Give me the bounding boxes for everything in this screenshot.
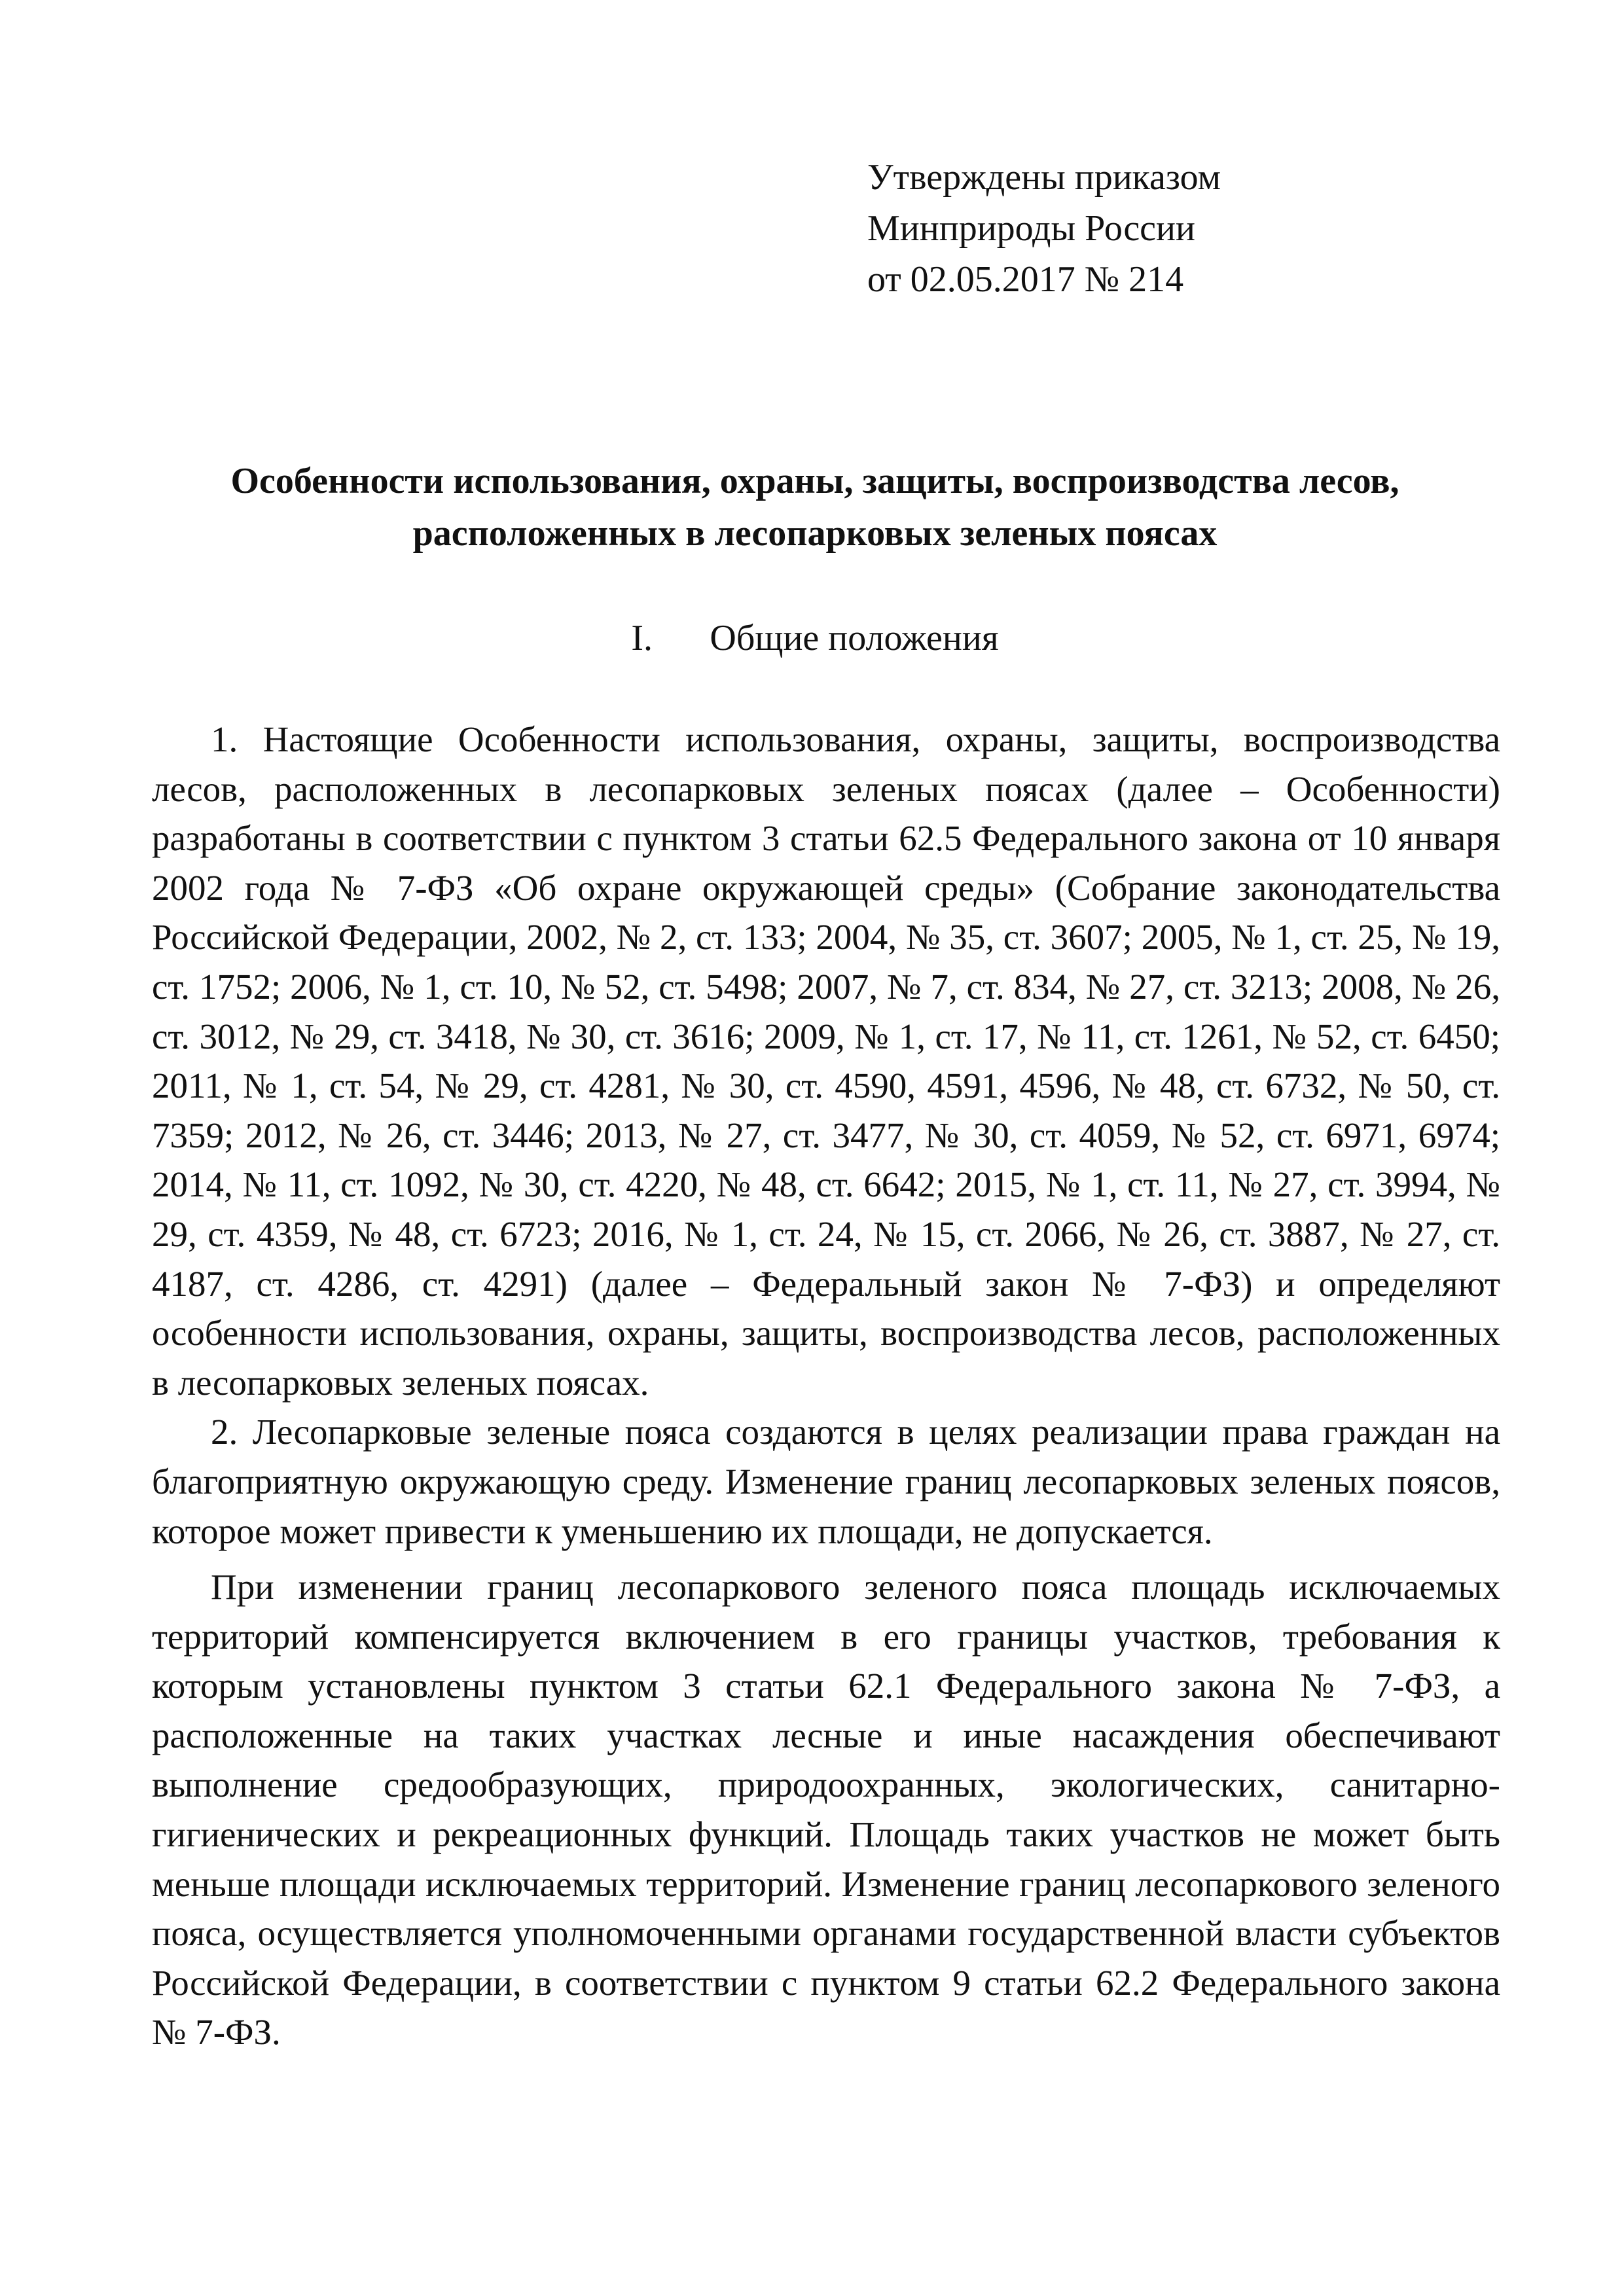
section-number: I. — [631, 618, 653, 658]
approval-line-1: Утверждены приказом — [867, 157, 1221, 198]
section-heading — [151, 612, 1479, 664]
approval-stamp — [867, 152, 1456, 305]
approval-line-2: Минприроды России — [867, 208, 1195, 249]
document-title — [151, 455, 1479, 560]
title-line-2: расположенных в лесопарковых зеленых поясах — [412, 513, 1218, 554]
paragraph-3: При изменении границ лесопаркового зеленого пояса площадь исключаемых территорий компенсируется включением в его границы участков, требования к которым установлены пунктом 3 статьи 62.1 Федерального закона № 7-ФЗ, а расположенные на таких участках лесные и иные насаждения обеспечивают выполнение средообразующих, природоохранных, экологических, санитарно-гигиенических и рекреационных функций. Площадь таких участков не может быть меньше площади исключаемых территорий. Изменение границ лесопаркового зеленого пояса, осуществляется уполномоченными органами государственной власти субъектов Российской Федерации, в соответствии с пунктом 9 статьи 62.2 Федерального закона № 7-ФЗ. — [152, 1567, 1500, 2053]
paragraph-1: 1. Настоящие Особенности использования, охраны, защиты, воспроизводства лесов, расположенных в лесопарковых зеленых поясах (далее – Особенности) разработаны в соответствии с пунктом 3 статьи 62.5 Федерального закона от 10 января 2002 года № 7-ФЗ «Об охране окружающей среды» (Собрание законодательства Российской Федерации, 2002, № 2, ст. 133; 2004, № 35, ст. 3607; 2005, № 1, ст. 25, № 19, ст. 1752; 2006, № 1, ст. 10, № 52, ст. 5498; 2007, № 7, ст. 834, № 27, ст. 3213; 2008, № 26, ст. 3012, № 29, ст. 3418, № 30, ст. 3616; 2009, № 1, ст. 17, № 11, ст. 1261, № 52, ст. 6450; 2011, № 1, ст. 54, № 29, ст. 4281, № 30, ст. 4590, 4591, 4596, № 48, ст. 6732, № 50, ст. 7359; 2012, № 26, ст. 3446; 2013, № 27, ст. 3477, № 30, ст. 4059, № 52, ст. 6971, 6974; 2014, № 11, ст. 1092, № 30, ст. 4220, № 48, ст. 6642; 2015, № 1, ст. 11, № 27, ст. 3994, № 29, ст. 4359, № 48, ст. 6723; 2016, № 1, ст. 24, № 15, ст. 2066, № 26, ст. 3887, № 27, ст. 4187, ст. 4286, ст. 4291) (далее – Федеральный закон № 7-ФЗ) и определяют особенности использования, охраны, защиты, воспроизводства лесов, расположенных в лесопарковых зеленых поясах. — [152, 719, 1500, 1403]
section-title: Общие положения — [710, 618, 999, 658]
paragraph-2: 2. Лесопарковые зеленые пояса создаются в целях реализации права граждан на благоприятную окружающую среду. Изменение границ лесопарковых зеленых поясов, которое может привести к уменьшению их площади, не допускается. — [152, 1412, 1500, 1551]
approval-line-3: от 02.05.2017 № 214 — [867, 259, 1184, 300]
document-body — [152, 715, 1500, 2057]
title-line-1: Особенности использования, охраны, защиты, воспроизводства лесов, — [230, 461, 1399, 501]
